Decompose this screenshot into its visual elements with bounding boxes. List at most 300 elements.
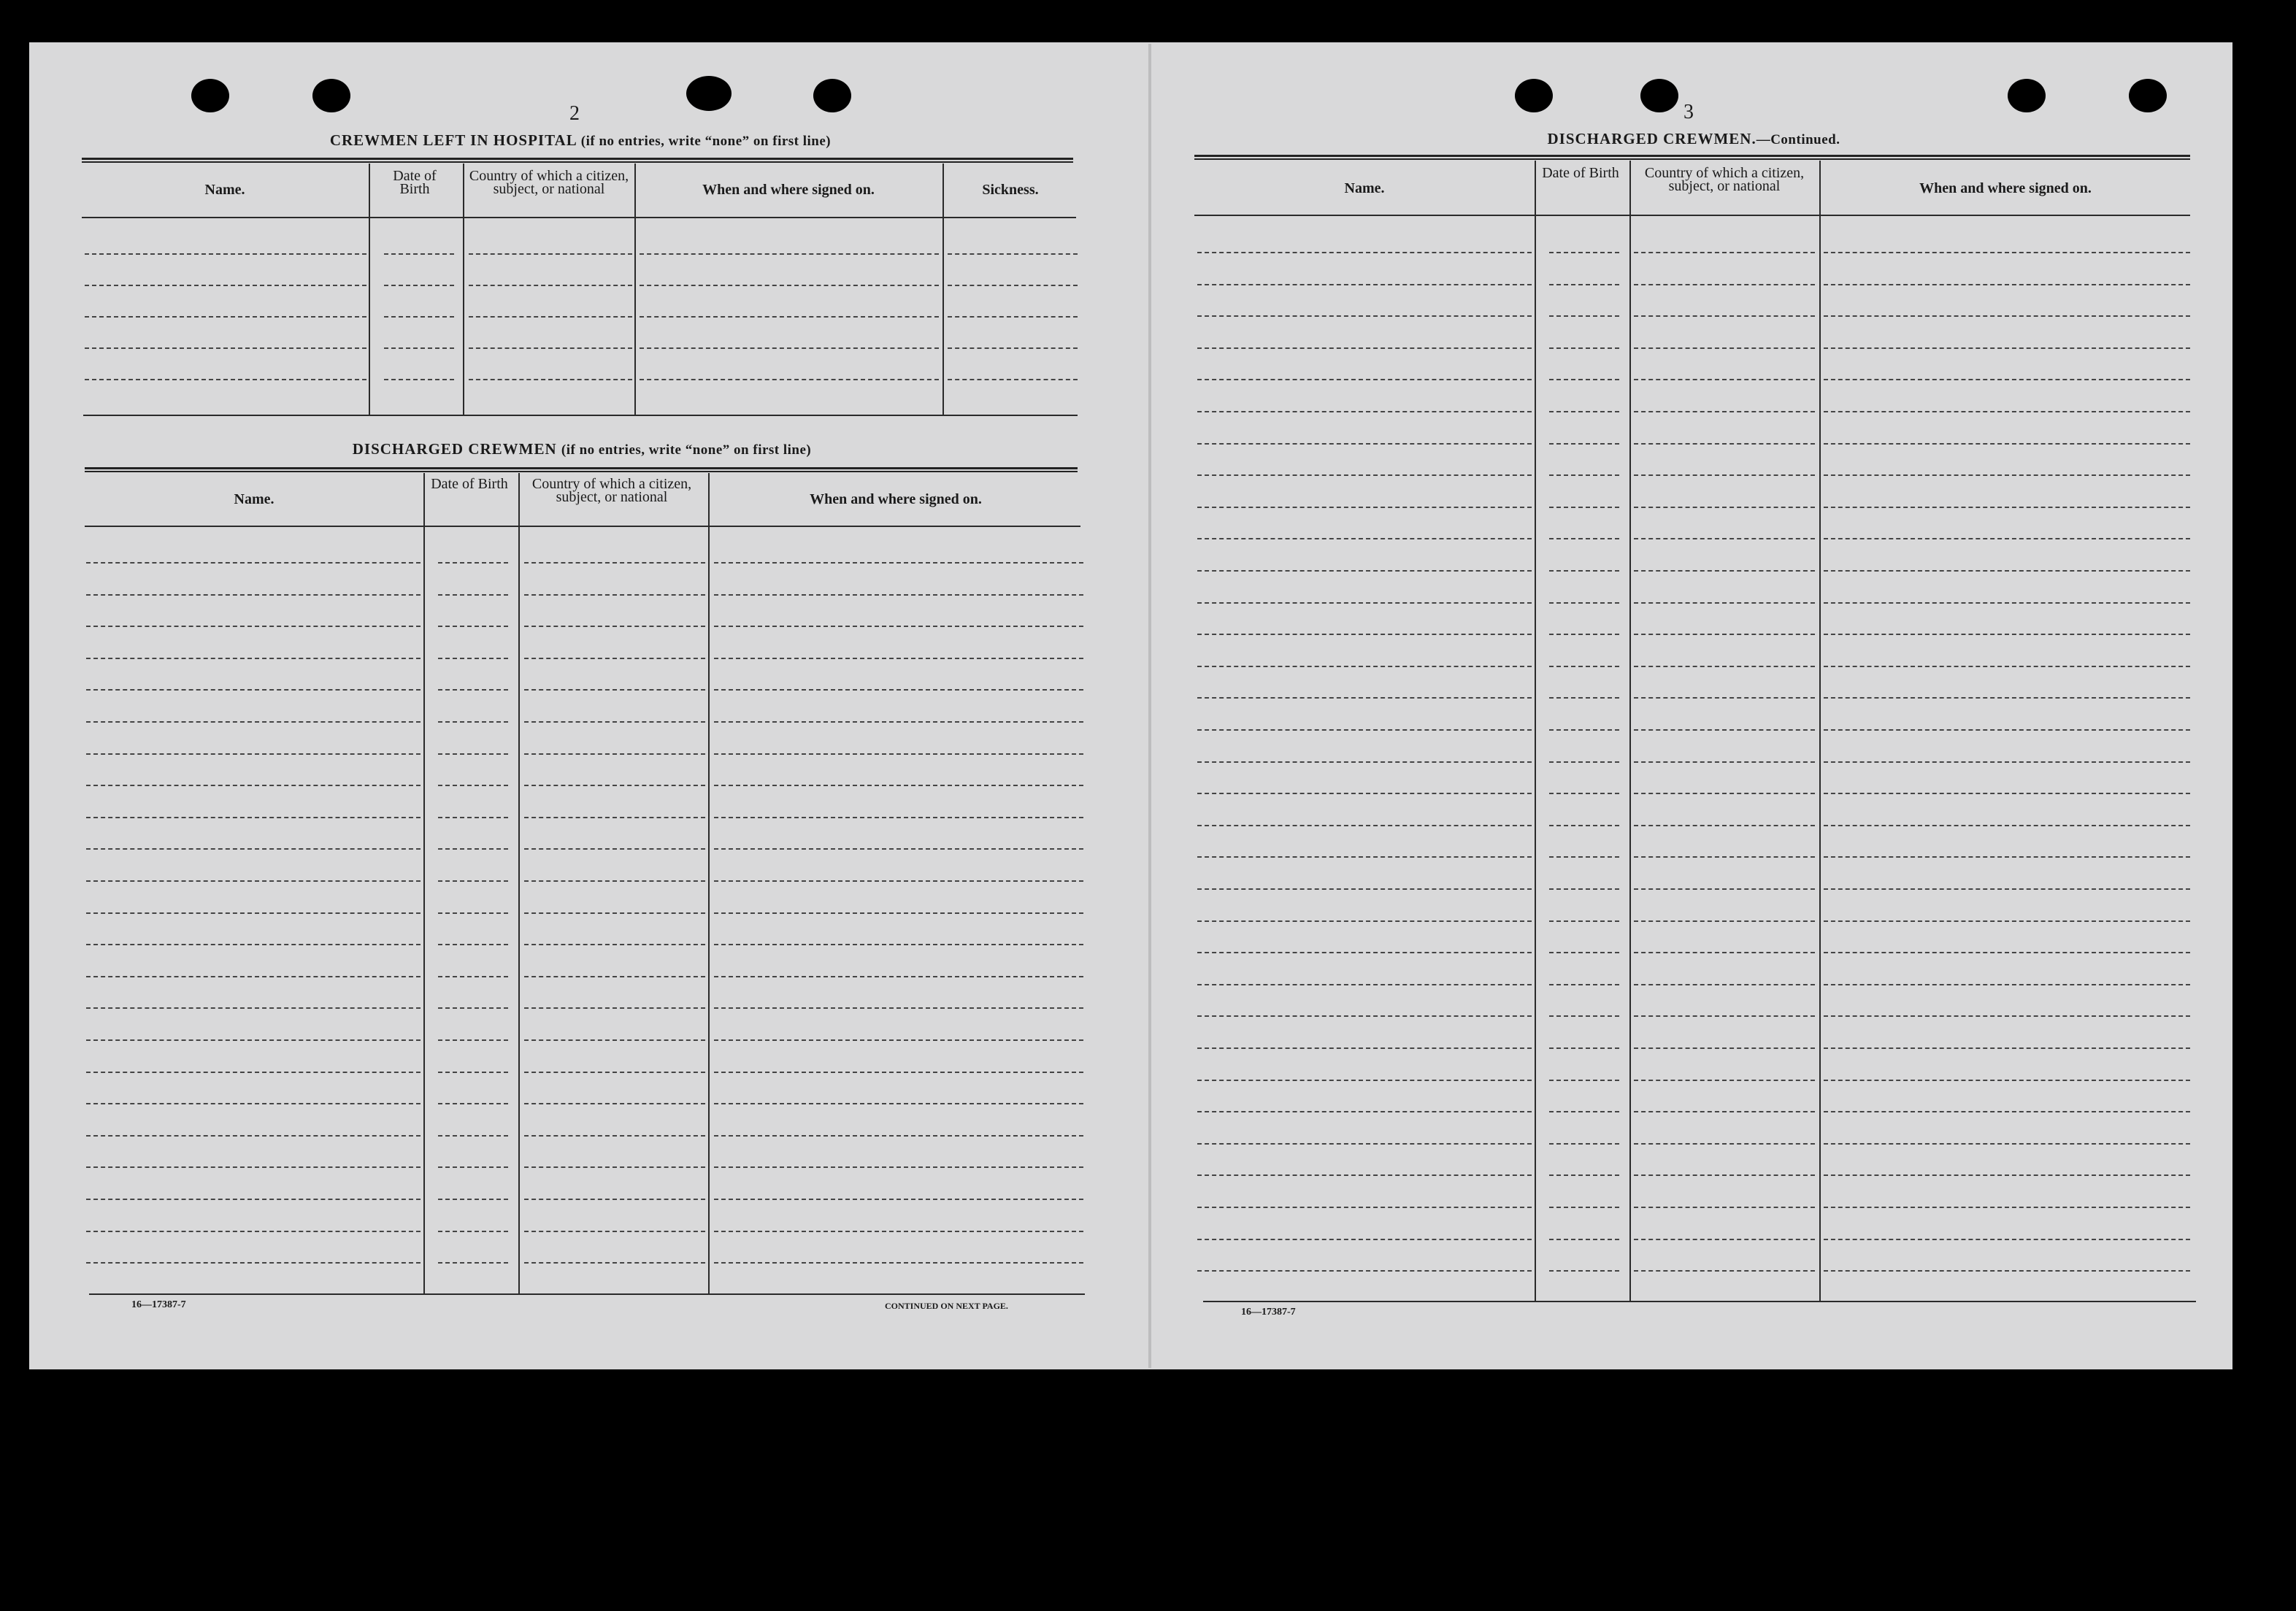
continued-entry-line[interactable] [1549, 761, 1619, 763]
discharged-entry-line[interactable] [714, 1039, 1083, 1041]
hospital-table-bottom-rule [83, 415, 1078, 416]
discharged-entry-line[interactable] [524, 658, 705, 659]
discharged-col-name: Name. [234, 491, 274, 507]
discharged-entry-line[interactable] [524, 848, 705, 850]
continued-entry-line[interactable] [1634, 379, 1815, 380]
discharged-entry-line[interactable] [714, 1199, 1083, 1200]
hospital-entry-line[interactable] [85, 316, 366, 318]
discharged-entry-line[interactable] [438, 721, 508, 723]
continued-entry-line[interactable] [1824, 1047, 2190, 1049]
continued-entry-line[interactable] [1549, 379, 1619, 380]
hospital-col-signed-on: When and where signed on. [702, 182, 875, 198]
hospital-entry-line[interactable] [85, 347, 366, 349]
continued-entry-line[interactable] [1634, 284, 1815, 285]
discharged-entry-line[interactable] [714, 562, 1083, 564]
page-fold [1148, 44, 1151, 1368]
continued-entry-line[interactable] [1824, 1080, 2190, 1081]
discharged-entry-line[interactable] [524, 626, 705, 627]
discharged-entry-line[interactable] [438, 689, 508, 691]
continued-entry-line[interactable] [1824, 507, 2190, 508]
discharged-col-signed-on: When and where signed on. [810, 491, 982, 507]
hospital-entry-line[interactable] [384, 347, 454, 349]
continued-entry-line[interactable] [1824, 443, 2190, 445]
continued-entry-line[interactable] [1634, 1270, 1815, 1272]
continued-entry-line[interactable] [1549, 952, 1619, 953]
continued-entry-line[interactable] [1824, 570, 2190, 572]
discharged-entry-line[interactable] [86, 594, 421, 596]
continued-entry-line[interactable] [1549, 1143, 1619, 1145]
discharged-col-divider [423, 473, 425, 1295]
continued-entry-line[interactable] [1824, 825, 2190, 826]
hospital-entry-line[interactable] [640, 316, 939, 318]
discharged-entry-line[interactable] [86, 1231, 421, 1232]
continued-entry-line[interactable] [1197, 1047, 1532, 1049]
continued-entry-line[interactable] [1549, 507, 1619, 508]
right-page [1153, 42, 2232, 1369]
continued-entry-line[interactable] [1634, 602, 1815, 604]
discharged-entry-line[interactable] [524, 1199, 705, 1200]
continued-entry-line[interactable] [1549, 825, 1619, 826]
discharged-entry-line[interactable] [438, 753, 508, 755]
hospital-col-divider [369, 164, 370, 415]
punch-hole [2008, 79, 2046, 112]
discharged-entry-line[interactable] [86, 753, 421, 755]
continued-entry-line[interactable] [1549, 284, 1619, 285]
continued-entry-line[interactable] [1549, 697, 1619, 699]
discharged-entry-line[interactable] [86, 976, 421, 977]
hospital-col-sickness: Sickness. [982, 182, 1039, 198]
hospital-col-name: Name. [204, 182, 245, 198]
continued-entry-line[interactable] [1549, 1270, 1619, 1272]
continued-entry-line[interactable] [1197, 284, 1532, 285]
continued-entry-line[interactable] [1197, 634, 1532, 635]
discharged-section-title [82, 440, 1082, 458]
continued-entry-line[interactable] [1197, 538, 1532, 539]
discharged-entry-line[interactable] [524, 594, 705, 596]
hospital-entry-line[interactable] [469, 379, 632, 380]
discharged-entry-line[interactable] [714, 721, 1083, 723]
discharged-entry-line[interactable] [524, 944, 705, 945]
discharged-col-dob: Date of Birth [431, 476, 508, 492]
hospital-entry-line[interactable] [384, 285, 454, 286]
hospital-col-dob: Date of Birth [393, 168, 437, 197]
discharged-entry-line[interactable] [438, 1166, 508, 1168]
continued-entry-line[interactable] [1549, 1207, 1619, 1208]
continued-entry-line[interactable] [1824, 888, 2190, 890]
discharged-entry-line[interactable] [714, 1072, 1083, 1073]
continued-entry-line[interactable] [1634, 761, 1815, 763]
continued-entry-line[interactable] [1549, 570, 1619, 572]
continued-entry-line[interactable] [1634, 634, 1815, 635]
continued-entry-line[interactable] [1824, 538, 2190, 539]
continued-entry-line[interactable] [1549, 856, 1619, 858]
continued-entry-line[interactable] [1197, 507, 1532, 508]
continued-entry-line[interactable] [1824, 1207, 2190, 1208]
continued-col-divider [1535, 161, 1536, 1302]
hospital-entry-line[interactable] [85, 285, 366, 286]
continued-entry-line[interactable] [1824, 284, 2190, 285]
discharged-entry-line[interactable] [524, 817, 705, 818]
discharged-entry-line[interactable] [86, 1135, 421, 1137]
continued-entry-line[interactable] [1549, 984, 1619, 985]
discharged-entry-line[interactable] [86, 1039, 421, 1041]
continued-entry-line[interactable] [1549, 888, 1619, 890]
discharged-entry-line[interactable] [438, 1007, 508, 1009]
hospital-title-main: CREWMEN LEFT IN HOSPITAL [329, 131, 577, 149]
discharged-entry-line[interactable] [714, 1007, 1083, 1009]
discharged-entry-line[interactable] [438, 817, 508, 818]
hospital-entry-line[interactable] [948, 379, 1078, 380]
continued-entry-line[interactable] [1549, 1174, 1619, 1176]
left-continued-note: CONTINUED ON NEXT PAGE. [885, 1301, 1008, 1311]
discharged-entry-line[interactable] [714, 1231, 1083, 1232]
discharged-entry-line[interactable] [86, 944, 421, 945]
continued-entry-line[interactable] [1824, 347, 2190, 349]
discharged-entry-line[interactable] [438, 562, 508, 564]
discharged-entry-line[interactable] [524, 880, 705, 882]
discharged-entry-line[interactable] [438, 594, 508, 596]
hospital-entry-line[interactable] [85, 253, 366, 255]
discharged-entry-line[interactable] [438, 1103, 508, 1104]
continued-entry-line[interactable] [1197, 666, 1532, 667]
hospital-entry-line[interactable] [469, 347, 632, 349]
discharged-table-bottom-rule [89, 1293, 1085, 1295]
hospital-entry-line[interactable] [469, 316, 632, 318]
continued-entry-line[interactable] [1197, 347, 1532, 349]
page-number-left: 2 [569, 102, 580, 125]
discharged-entry-line[interactable] [438, 880, 508, 882]
continued-entry-line[interactable] [1549, 666, 1619, 667]
hospital-entry-line[interactable] [640, 285, 939, 286]
discharged-entry-line[interactable] [714, 912, 1083, 914]
continued-entry-line[interactable] [1634, 570, 1815, 572]
continued-entry-line[interactable] [1549, 1080, 1619, 1081]
discharged-entry-line[interactable] [524, 1103, 705, 1104]
continued-entry-line[interactable] [1197, 888, 1532, 890]
discharged-entry-line[interactable] [714, 817, 1083, 818]
continued-entry-line[interactable] [1634, 1239, 1815, 1240]
continued-entry-line[interactable] [1197, 1270, 1532, 1272]
continued-entry-line[interactable] [1634, 666, 1815, 667]
continued-entry-line[interactable] [1197, 379, 1532, 380]
continued-entry-line[interactable] [1197, 825, 1532, 826]
continued-entry-line[interactable] [1549, 1111, 1619, 1112]
hospital-entry-line[interactable] [948, 253, 1078, 255]
continued-entry-line[interactable] [1197, 443, 1532, 445]
left-form-number: 16—17387-7 [131, 1299, 186, 1310]
continued-entry-line[interactable] [1197, 761, 1532, 763]
punch-hole [1515, 79, 1553, 112]
discharged-entry-line[interactable] [438, 944, 508, 945]
continued-entry-line[interactable] [1634, 411, 1815, 412]
continued-entry-line[interactable] [1634, 1207, 1815, 1208]
continued-entry-line[interactable] [1197, 570, 1532, 572]
discharged-entry-line[interactable] [524, 721, 705, 723]
continued-entry-line[interactable] [1824, 1111, 2190, 1112]
right-form-number: 16—17387-7 [1241, 1307, 1296, 1318]
discharged-entry-line[interactable] [714, 1103, 1083, 1104]
continued-entry-line[interactable] [1549, 474, 1619, 476]
continued-entry-line[interactable] [1824, 666, 2190, 667]
continued-entry-line[interactable] [1549, 602, 1619, 604]
discharged-entry-line[interactable] [86, 1199, 421, 1200]
hospital-entry-line[interactable] [948, 347, 1078, 349]
discharged-entry-line[interactable] [86, 785, 421, 786]
hospital-col-divider [634, 164, 636, 415]
continued-entry-line[interactable] [1197, 1015, 1532, 1017]
continued-entry-line[interactable] [1634, 1080, 1815, 1081]
discharged-entry-line[interactable] [714, 626, 1083, 627]
continued-entry-line[interactable] [1197, 920, 1532, 922]
discharged-entry-line[interactable] [438, 976, 508, 977]
continued-entry-line[interactable] [1197, 729, 1532, 731]
discharged-entry-line[interactable] [438, 912, 508, 914]
hospital-entry-line[interactable] [85, 379, 366, 380]
continued-table-bottom-rule [1203, 1301, 2196, 1302]
discharged-entry-line[interactable] [714, 848, 1083, 850]
continued-entry-line[interactable] [1549, 538, 1619, 539]
left-page [29, 42, 1153, 1369]
continued-entry-line[interactable] [1549, 315, 1619, 317]
continued-entry-line[interactable] [1824, 1143, 2190, 1145]
continued-entry-line[interactable] [1549, 347, 1619, 349]
continued-entry-line[interactable] [1197, 411, 1532, 412]
continued-entry-line[interactable] [1197, 315, 1532, 317]
continued-entry-line[interactable] [1197, 1111, 1532, 1112]
continued-entry-line[interactable] [1549, 1047, 1619, 1049]
discharged-entry-line[interactable] [524, 689, 705, 691]
continued-entry-line[interactable] [1824, 379, 2190, 380]
hospital-entry-line[interactable] [469, 285, 632, 286]
continued-entry-line[interactable] [1549, 793, 1619, 794]
discharged-entry-line[interactable] [86, 848, 421, 850]
hospital-col-divider [463, 164, 464, 415]
continued-entry-line[interactable] [1824, 602, 2190, 604]
discharged-title-note: (if no entries, write “none” on first line) [561, 442, 812, 458]
hospital-entry-line[interactable] [384, 253, 454, 255]
discharged-entry-line[interactable] [86, 689, 421, 691]
discharged-entry-line[interactable] [524, 785, 705, 786]
continued-col-name: Name. [1344, 180, 1385, 196]
continued-entry-line[interactable] [1824, 315, 2190, 317]
discharged-entry-line[interactable] [86, 1262, 421, 1264]
continued-entry-line[interactable] [1197, 1080, 1532, 1081]
discharged-entry-line[interactable] [714, 753, 1083, 755]
continued-col-signed-on: When and where signed on. [1919, 180, 2092, 196]
continued-entry-line[interactable] [1824, 1015, 2190, 1017]
discharged-entry-line[interactable] [524, 1262, 705, 1264]
continued-entry-line[interactable] [1549, 1239, 1619, 1240]
punch-hole [2129, 79, 2167, 112]
continued-entry-line[interactable] [1824, 920, 2190, 922]
discharged-entry-line[interactable] [524, 1039, 705, 1041]
punch-hole [191, 79, 229, 112]
continued-entry-line[interactable] [1634, 793, 1815, 794]
continued-entry-line[interactable] [1824, 729, 2190, 731]
continued-entry-line[interactable] [1634, 729, 1815, 731]
continued-entry-line[interactable] [1549, 729, 1619, 731]
continued-entry-line[interactable] [1197, 1239, 1532, 1240]
discharged-entry-line[interactable] [524, 1072, 705, 1073]
continued-entry-line[interactable] [1634, 856, 1815, 858]
continued-col-country: Country of which a citizen, subject, or national [1644, 165, 1805, 194]
discharged-entry-line[interactable] [714, 785, 1083, 786]
continued-title-note: —Continued. [1756, 132, 1840, 147]
discharged-entry-line[interactable] [714, 689, 1083, 691]
discharged-entry-line[interactable] [438, 1199, 508, 1200]
continued-entry-line[interactable] [1634, 474, 1815, 476]
discharged-entry-line[interactable] [86, 1166, 421, 1168]
continued-entry-line[interactable] [1824, 1270, 2190, 1272]
continued-col-dob: Date of Birth [1542, 165, 1619, 181]
continued-entry-line[interactable] [1197, 952, 1532, 953]
hospital-entry-line[interactable] [384, 379, 454, 380]
continued-header-rule [1194, 155, 2190, 160]
punch-hole [686, 76, 732, 111]
hospital-section-title [80, 131, 1080, 150]
continued-entry-line[interactable] [1634, 252, 1815, 253]
continued-entry-line[interactable] [1634, 315, 1815, 317]
continued-entry-line[interactable] [1634, 1015, 1815, 1017]
discharged-entry-line[interactable] [714, 658, 1083, 659]
punch-hole [1640, 79, 1678, 112]
hospital-header-bottom-rule [82, 217, 1076, 218]
continued-entry-line[interactable] [1549, 1015, 1619, 1017]
continued-entry-line[interactable] [1634, 507, 1815, 508]
discharged-entry-line[interactable] [524, 1135, 705, 1137]
hospital-col-country: Country of which a citizen, subject, or national [469, 168, 629, 197]
continued-entry-line[interactable] [1824, 856, 2190, 858]
discharged-entry-line[interactable] [86, 1103, 421, 1104]
continued-entry-line[interactable] [1634, 952, 1815, 953]
page-number-right: 3 [1683, 101, 1694, 123]
continued-entry-line[interactable] [1824, 474, 2190, 476]
continued-entry-line[interactable] [1634, 984, 1815, 985]
discharged-entry-line[interactable] [714, 1166, 1083, 1168]
continued-entry-line[interactable] [1634, 825, 1815, 826]
continued-entry-line[interactable] [1197, 1174, 1532, 1176]
continued-entry-line[interactable] [1634, 888, 1815, 890]
discharged-entry-line[interactable] [86, 626, 421, 627]
discharged-entry-line[interactable] [86, 1072, 421, 1073]
discharged-entry-line[interactable] [714, 880, 1083, 882]
continued-title-main: DISCHARGED CREWMEN. [1547, 130, 1756, 147]
discharged-entry-line[interactable] [714, 594, 1083, 596]
continued-entry-line[interactable] [1549, 411, 1619, 412]
continued-entry-line[interactable] [1824, 793, 2190, 794]
continued-entry-line[interactable] [1197, 984, 1532, 985]
continued-entry-line[interactable] [1634, 1143, 1815, 1145]
continued-entry-line[interactable] [1549, 634, 1619, 635]
continued-entry-line[interactable] [1634, 920, 1815, 922]
discharged-entry-line[interactable] [438, 1135, 508, 1137]
discharged-entry-line[interactable] [86, 658, 421, 659]
continued-entry-line[interactable] [1824, 252, 2190, 253]
continued-entry-line[interactable] [1634, 697, 1815, 699]
continued-entry-line[interactable] [1634, 347, 1815, 349]
hospital-entry-line[interactable] [640, 347, 939, 349]
discharged-entry-line[interactable] [714, 1135, 1083, 1137]
discharged-header-bottom-rule [85, 526, 1080, 527]
discharged-entry-line[interactable] [438, 785, 508, 786]
continued-entry-line[interactable] [1197, 697, 1532, 699]
hospital-entry-line[interactable] [640, 379, 939, 380]
discharged-entry-line[interactable] [86, 721, 421, 723]
discharged-entry-line[interactable] [438, 658, 508, 659]
continued-entry-line[interactable] [1549, 252, 1619, 253]
continued-entry-line[interactable] [1824, 952, 2190, 953]
hospital-entry-line[interactable] [384, 316, 454, 318]
discharged-entry-line[interactable] [524, 976, 705, 977]
continued-entry-line[interactable] [1549, 920, 1619, 922]
discharged-entry-line[interactable] [86, 562, 421, 564]
discharged-entry-line[interactable] [438, 1072, 508, 1073]
discharged-entry-line[interactable] [438, 1039, 508, 1041]
continued-entry-line[interactable] [1197, 474, 1532, 476]
continued-entry-line[interactable] [1634, 1174, 1815, 1176]
continued-entry-line[interactable] [1634, 1111, 1815, 1112]
continued-entry-line[interactable] [1197, 856, 1532, 858]
continued-entry-line[interactable] [1197, 1143, 1532, 1145]
continued-entry-line[interactable] [1197, 1207, 1532, 1208]
hospital-entry-line[interactable] [469, 253, 632, 255]
discharged-entry-line[interactable] [438, 848, 508, 850]
continued-entry-line[interactable] [1824, 1174, 2190, 1176]
discharged-entry-line[interactable] [524, 753, 705, 755]
continued-entry-line[interactable] [1549, 443, 1619, 445]
continued-col-divider [1629, 161, 1631, 1302]
continued-entry-line[interactable] [1824, 761, 2190, 763]
hospital-entry-line[interactable] [948, 316, 1078, 318]
discharged-entry-line[interactable] [86, 817, 421, 818]
discharged-entry-line[interactable] [438, 1262, 508, 1264]
discharged-entry-line[interactable] [714, 976, 1083, 977]
continued-entry-line[interactable] [1824, 984, 2190, 985]
continued-entry-line[interactable] [1824, 634, 2190, 635]
continued-entry-line[interactable] [1197, 602, 1532, 604]
continued-entry-line[interactable] [1197, 252, 1532, 253]
discharged-entry-line[interactable] [86, 880, 421, 882]
discharged-entry-line[interactable] [524, 1166, 705, 1168]
discharged-entry-line[interactable] [86, 1007, 421, 1009]
discharged-entry-line[interactable] [524, 1231, 705, 1232]
continued-entry-line[interactable] [1824, 411, 2190, 412]
discharged-entry-line[interactable] [438, 626, 508, 627]
continued-entry-line[interactable] [1197, 793, 1532, 794]
discharged-entry-line[interactable] [524, 912, 705, 914]
discharged-header-rule [85, 467, 1078, 472]
discharged-col-divider [708, 473, 710, 1295]
punch-hole [813, 79, 851, 112]
continued-section-title [1197, 130, 2190, 148]
continued-entry-line[interactable] [1634, 538, 1815, 539]
discharged-entry-line[interactable] [524, 562, 705, 564]
discharged-entry-line[interactable] [714, 1262, 1083, 1264]
hospital-entry-line[interactable] [640, 253, 939, 255]
discharged-entry-line[interactable] [714, 944, 1083, 945]
discharged-col-country: Country of which a citizen, subject, or national [531, 476, 692, 505]
hospital-entry-line[interactable] [948, 285, 1078, 286]
discharged-entry-line[interactable] [524, 1007, 705, 1009]
discharged-entry-line[interactable] [438, 1231, 508, 1232]
continued-entry-line[interactable] [1824, 1239, 2190, 1240]
continued-entry-line[interactable] [1634, 443, 1815, 445]
discharged-col-divider [518, 473, 520, 1295]
continued-entry-line[interactable] [1824, 697, 2190, 699]
punch-hole [312, 79, 350, 112]
discharged-entry-line[interactable] [86, 912, 421, 914]
continued-entry-line[interactable] [1634, 1047, 1815, 1049]
